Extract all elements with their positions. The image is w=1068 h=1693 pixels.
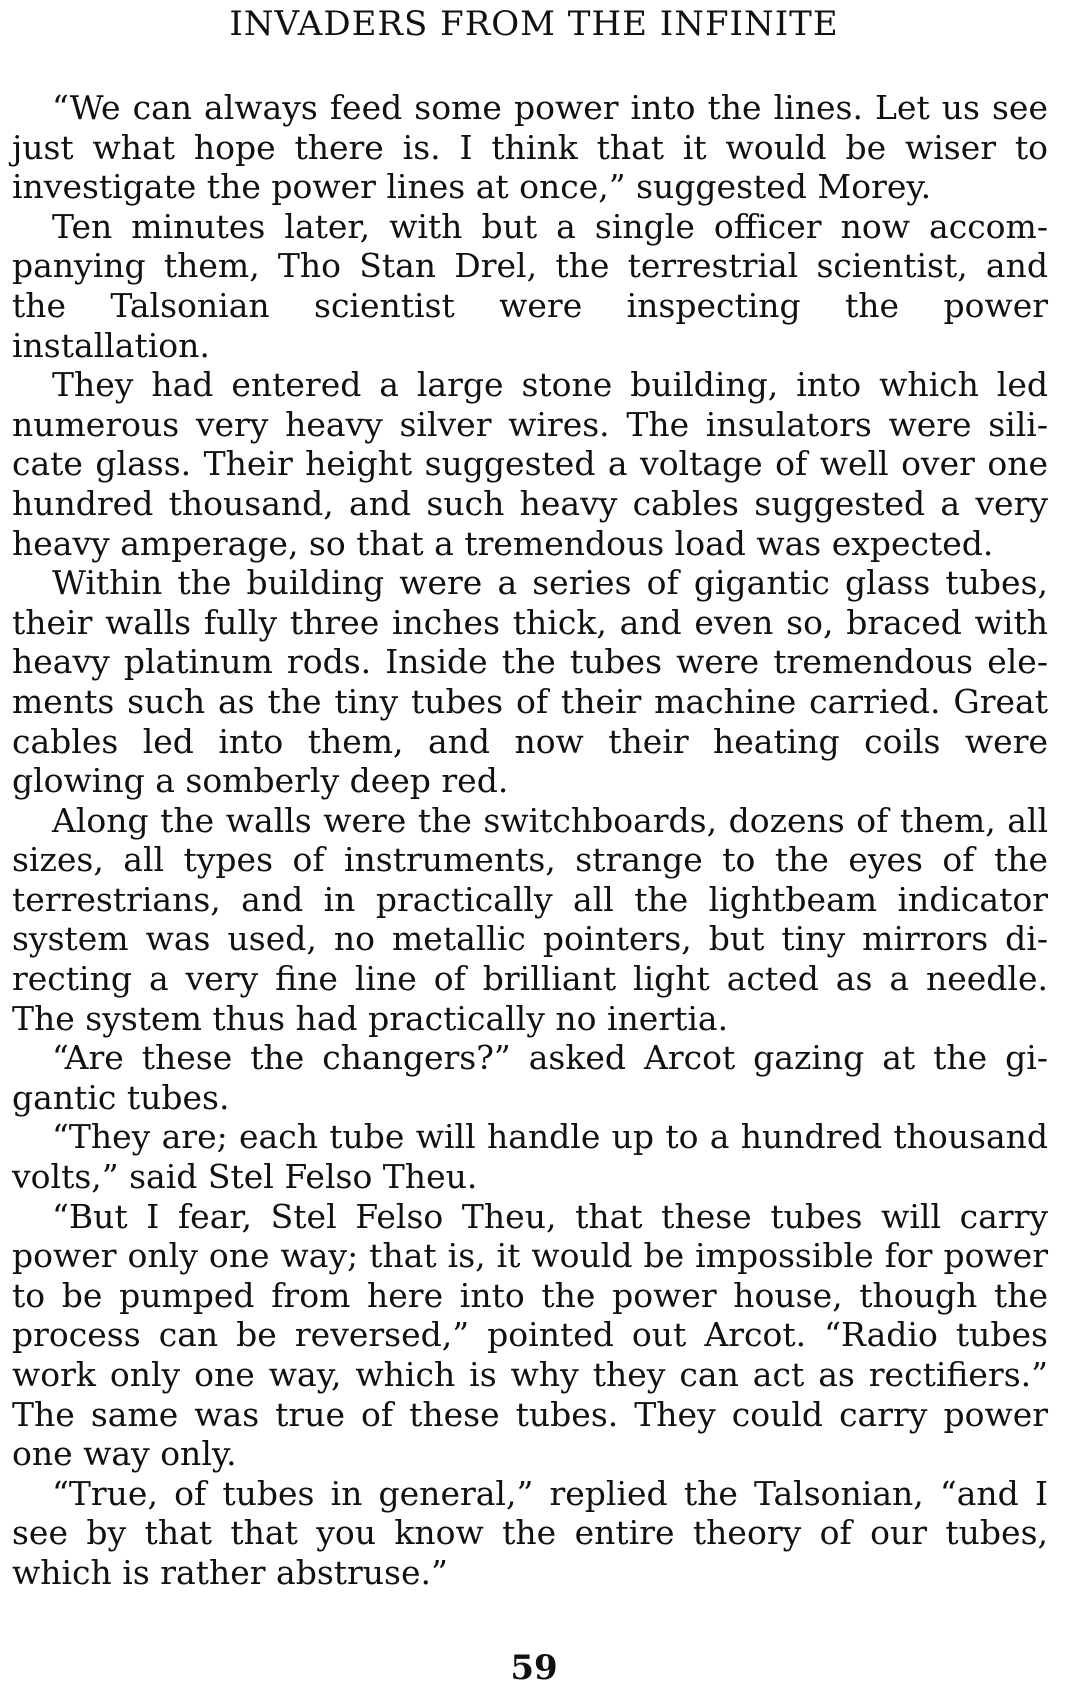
page-number: 59 [510,1648,558,1688]
paragraph: Along the walls were the switchboards, dozens of them, all sizes, all types of instruments, strange to the eyes of the terrestrians, and in practically all the lightbeam indicator system was used, no metallic pointers, but tiny mirrors directing a very fine line of brilliant light acted as a needle. The system thus had practically no inertia. [12,800,1048,1038]
paragraph: “They are; each tube will handle up to a hundred thousand volts,” said Stel Felso Theu. [12,1117,1048,1197]
body-text [12,88,1048,1593]
paragraph: They had entered a large stone building, into which led numerous very heavy silver wires. The insulators were silicate glass. Their height suggested a voltage of well over one hundred thousand, and such heavy cables suggested a very heavy amperage, so that a tremendous load was expected. [12,365,1048,563]
paragraph: Within the building were a series of gigantic glass tubes, their walls fully three inches thick, and even so, braced with heavy platinum rods. Inside the tubes were tremendous elements such as the tiny tubes of their machine carried. Great cables led into them, and now their heating coils were glowing a somberly deep red. [12,563,1048,801]
paragraph: “But I fear, Stel Felso Theu, that these tubes will carry power only one way; that is, it would be impossible for power to be pumped from here into the power house, though the process can be reversed,” pointed out Arcot. “Radio tubes work only one way, which is why they can act as rectifiers.” The same was true of these tubes. They could carry power one way only. [12,1196,1048,1474]
paragraph: “True, of tubes in general,” replied the Talsonian, “and I see by that that you know the entire theory of our tubes, which is rather abstruse.” [12,1473,1048,1592]
running-head: INVADERS FROM THE INFINITE [229,4,839,44]
paragraph: Ten minutes later, with but a single officer now accompanying them, Tho Stan Drel, the terrestrial scientist, and the Talsonian scientist were inspecting the power installation. [12,206,1048,365]
paragraph: “Are these the changers?” asked Arcot gazing at the gigantic tubes. [12,1038,1048,1117]
paragraph: “We can always feed some power into the lines. Let us see just what hope there is. I think that it would be wiser to investigate the power lines at once,” suggested Morey. [12,88,1048,207]
